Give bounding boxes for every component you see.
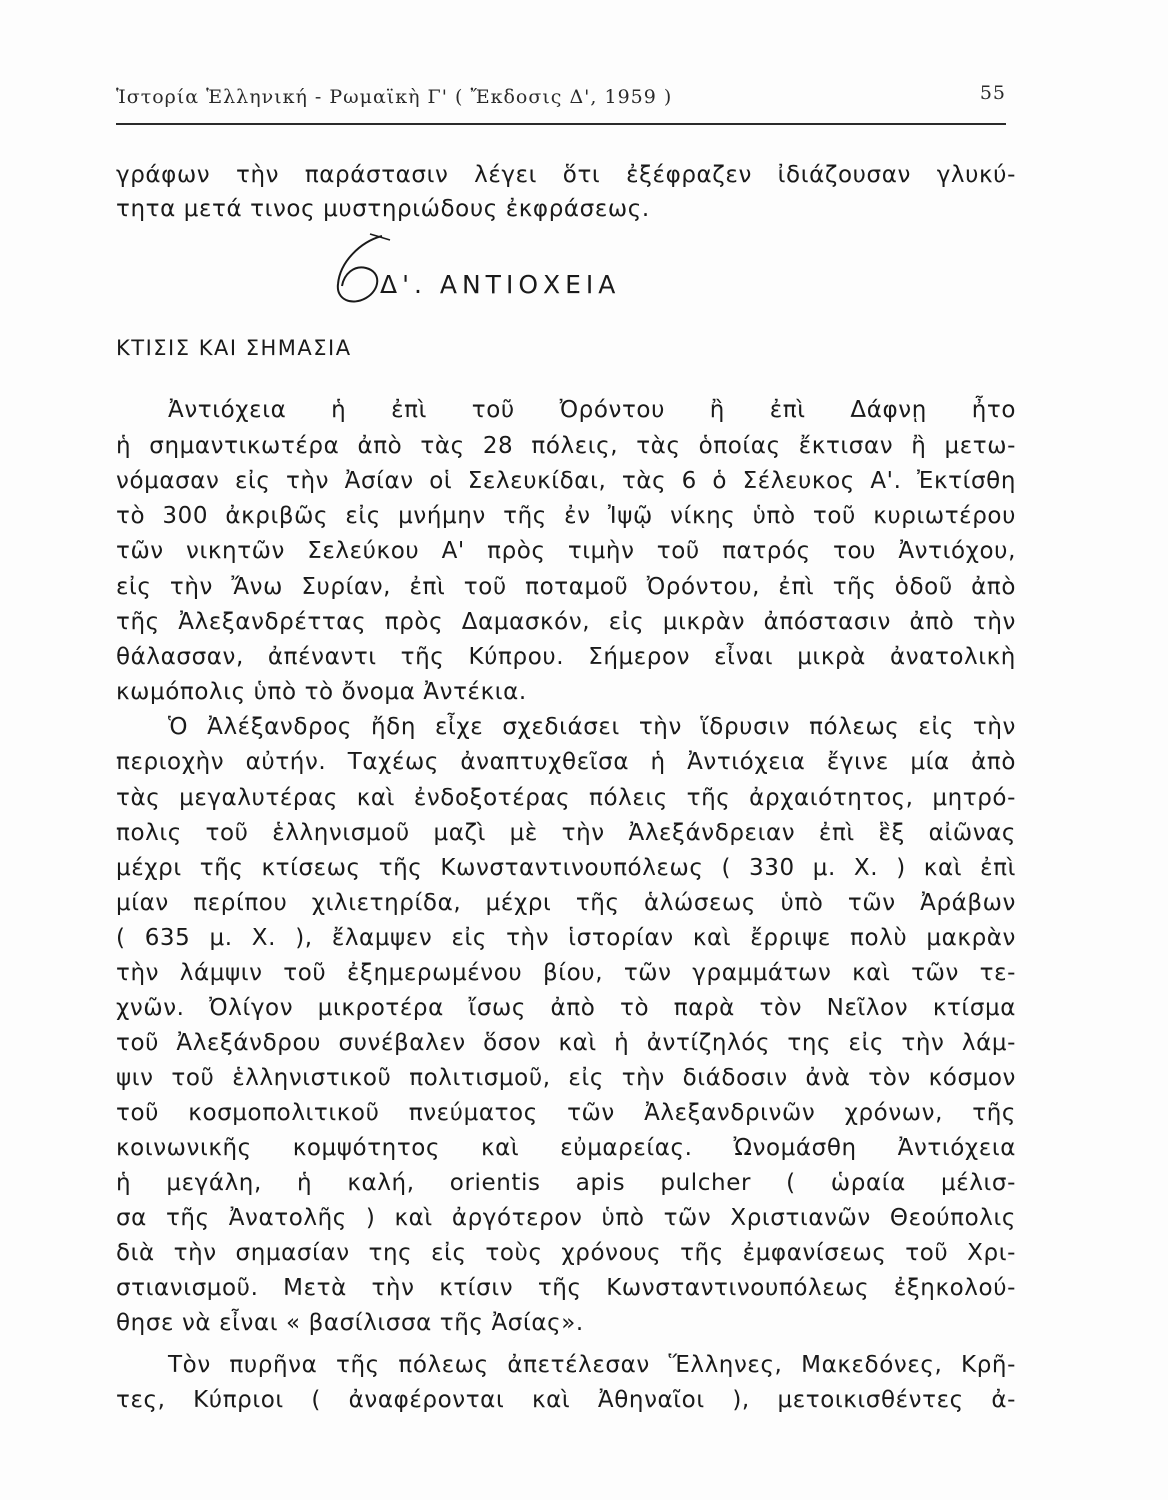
text-line: Τὸν πυρῆνα τῆς πόλεως ἀπετέλεσαν Ἕλληνες, Μακεδόνες, Κρῆ- (168, 1352, 1016, 1378)
text-line: διὰ τὴν σημασίαν της εἰς τοὺς χρόνους τῆς ἐμφανίσεως τοῦ Χρι- (116, 1240, 1016, 1266)
header-title: Ἱστορία Ἑλληνική - Ρωμαϊκὴ Γ' ( Ἔκδοσις Δ', 1959 ) (116, 86, 673, 108)
section-subheading: ΚΤΙΣΙΣ ΚΑΙ ΣΗΜΑΣΙΑ (116, 336, 352, 360)
text-line: κωμόπολις ὑπὸ τὸ ὄνομα Ἀντέκια. (116, 679, 527, 705)
text-line: ἡ μεγάλη, ἡ καλή, orientis apis pulcher ( ὡραία μέλισ- (116, 1170, 1016, 1196)
text-line: εἰς τὴν Ἄνω Συρίαν, ἐπὶ τοῦ ποταμοῦ Ὀρόντου, ἐπὶ τῆς ὁδοῦ ἀπὸ (116, 574, 1016, 600)
text-line: τοῦ Ἀλεξάνδρου συνέβαλεν ὅσον καὶ ἡ ἀντίζηλός της εἰς τὴν λάμ- (116, 1030, 1016, 1056)
text-line: τὴν λάμψιν τοῦ ἐξημερωμένου βίου, τῶν γραμμάτων καὶ τῶν τε- (116, 960, 1016, 986)
text-line: στιανισμοῦ. Μετὰ τὴν κτίσιν τῆς Κωνσταντινουπόλεως ἐξηκολού- (116, 1275, 1016, 1301)
text-line: θησε νὰ εἶναι « βασίλισσα τῆς Ἀσίας». (116, 1310, 584, 1336)
text-line: Ὁ Ἀλέξανδρος ἤδη εἶχε σχεδιάσει τὴν ἵδρυσιν πόλεως εἰς τὴν (168, 714, 1016, 740)
text-line: μέχρι τῆς κτίσεως τῆς Κωνσταντινουπόλεως ( 330 μ. Χ. ) καὶ ἐπὶ (116, 855, 1016, 881)
text-line: τὰς μεγαλυτέρας καὶ ἐνδοξοτέρας πόλεις τῆς ἀρχαιότητος, μητρό- (116, 785, 1016, 811)
section-title: Δ'. ΑΝΤΙΟΧΕΙΑ (380, 270, 621, 299)
text-line: περιοχὴν αὐτήν. Ταχέως ἀναπτυχθεῖσα ἡ Ἀντιόχεια ἔγινε μία ἀπὸ (116, 749, 1016, 775)
text-line: κοινωνικῆς κομψότητος καὶ εὐμαρείας. Ὠνομάσθη Ἀντιόχεια (116, 1135, 1016, 1161)
text-line: γράφων τὴν παράστασιν λέγει ὅτι ἐξέφραζεν ἰδιάζουσαν γλυκύ- (116, 162, 1016, 188)
text-line: θάλασσαν, ἀπέναντι τῆς Κύπρου. Σήμερον εἶναι μικρὰ ἀνατολικὴ (116, 644, 1016, 670)
text-line: χνῶν. Ὀλίγον μικροτέρα ἴσως ἀπὸ τὸ παρὰ τὸν Νεῖλον κτίσμα (116, 995, 1016, 1021)
text-line: Ἀντιόχεια ἡ ἐπὶ τοῦ Ὀρόντου ἢ ἐπὶ Δάφνῃ ἦτο (168, 397, 1016, 423)
text-line: σα τῆς Ἀνατολῆς ) καὶ ἀργότερον ὑπὸ τῶν Χριστιανῶν Θεούπολις (116, 1205, 1016, 1231)
text-line: νόμασαν εἰς τὴν Ἀσίαν οἱ Σελευκίδαι, τὰς 6 ὁ Σέλευκος Α'. Ἐκτίσθη (116, 468, 1016, 494)
text-line: μίαν περίπου χιλιετηρίδα, μέχρι τῆς ἁλώσεως ὑπὸ τῶν Ἀράβων (116, 890, 1016, 916)
text-line: ( 635 μ. Χ. ), ἔλαμψεν εἰς τὴν ἱστορίαν καὶ ἔρριψε πολὺ μακρὰν (116, 925, 1016, 951)
text-line: τὸ 300 ἀκριβῶς εἰς μνήμην τῆς ἐν Ἰψῷ νίκης ὑπὸ τοῦ κυριωτέρου (116, 503, 1016, 529)
text-line: πολις τοῦ ἑλληνισμοῦ μαζὶ μὲ τὴν Ἀλεξάνδρειαν ἐπὶ ἓξ αἰῶνας (116, 820, 1016, 846)
text-line: τῆς Ἀλεξανδρέττας πρὸς Δαμασκόν, εἰς μικρὰν ἀπόστασιν ἀπὸ τὴν (116, 609, 1016, 635)
text-line: τες, Κύπριοι ( ἀναφέρονται καὶ Ἀθηναῖοι ), μετοικισθέντες ἀ- (116, 1387, 1016, 1413)
text-line: τοῦ κοσμοπολιτικοῦ πνεύματος τῶν Ἀλεξανδρινῶν χρόνων, τῆς (116, 1100, 1016, 1126)
text-line: ἡ σημαντικωτέρα ἀπὸ τὰς 28 πόλεις, τὰς ὁποίας ἔκτισαν ἢ μετω- (116, 433, 1016, 459)
page-number: 55 (979, 82, 1006, 104)
text-line: ψιν τοῦ ἑλληνιστικοῦ πολιτισμοῦ, εἰς τὴν διάδοσιν ἀνὰ τὸν κόσμον (116, 1065, 1016, 1091)
text-line: τητα μετά τινος μυστηριώδους ἐκφράσεως. (116, 196, 650, 222)
text-line: τῶν νικητῶν Σελεύκου Α' πρὸς τιμὴν τοῦ πατρός του Ἀντιόχου, (116, 538, 1016, 564)
running-header (116, 80, 1016, 116)
header-rule (116, 123, 1006, 125)
